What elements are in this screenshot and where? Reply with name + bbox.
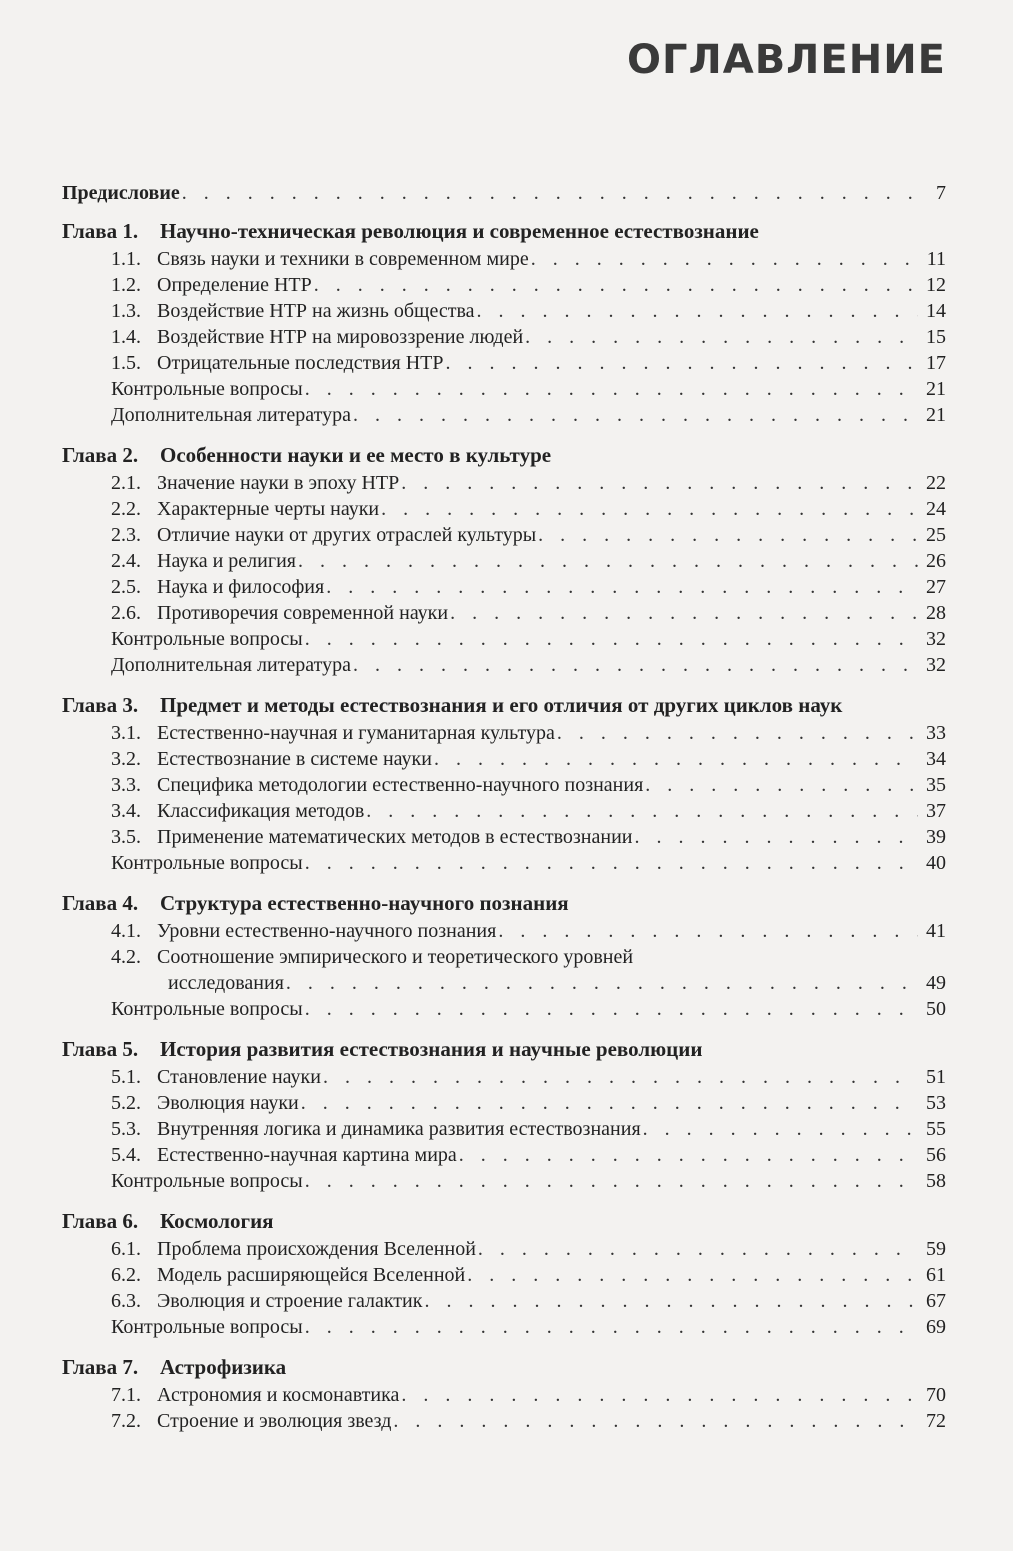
toc-chapter	[62, 1034, 946, 1194]
toc-entry-title: Применение математических методов в естествознании	[157, 826, 633, 848]
toc-page-number: 58	[926, 1170, 946, 1192]
toc-entry-row[interactable]	[62, 1408, 946, 1434]
toc-entry-row[interactable]	[62, 626, 946, 652]
chapter-title: Научно-техническая революция и современное естествознание	[160, 219, 759, 243]
toc-chapter-heading[interactable]	[62, 1352, 946, 1382]
toc-entry-row[interactable]	[62, 350, 946, 376]
toc-entry-title: Естествознание в системе науки	[157, 748, 432, 770]
toc-chapter-heading[interactable]	[62, 440, 946, 470]
toc-page-number: 12	[926, 274, 946, 296]
toc-entry-row[interactable]	[62, 1116, 946, 1142]
leader-dots	[498, 918, 918, 944]
toc-entry-row[interactable]	[62, 652, 946, 678]
leader-dots	[305, 626, 918, 652]
toc-entry-number: 2.1.	[111, 472, 141, 494]
toc-page-number: 50	[926, 998, 946, 1020]
chapter-list	[62, 216, 946, 1434]
leader-dots	[314, 272, 918, 298]
toc-entry-number: 2.6.	[111, 602, 141, 624]
toc-chapter	[62, 216, 946, 428]
toc-entry-title: Отличие науки от других отраслей культуры	[157, 524, 537, 546]
toc-entry-number: 4.1.	[111, 920, 141, 942]
toc-entry-number: 6.3.	[111, 1290, 141, 1312]
toc-entry-title: Дополнительная литература	[111, 654, 351, 676]
toc-entry-title: Контрольные вопросы	[111, 378, 303, 400]
toc-entry-title: Классификация методов	[157, 800, 365, 822]
toc-page-number: 32	[926, 628, 946, 650]
toc-chapter	[62, 440, 946, 678]
leader-dots	[401, 470, 918, 496]
toc-page-number: 21	[926, 378, 946, 400]
toc-entry-title: Отрицательные последствия НТР	[157, 352, 444, 374]
chapter-title: Структура естественно-научного познания	[160, 891, 569, 915]
toc-entry-row[interactable]	[62, 798, 946, 824]
toc-page-number: 69	[926, 1316, 946, 1338]
toc-entry-number: 2.4.	[111, 550, 141, 572]
toc-chapter-heading[interactable]	[62, 888, 946, 918]
toc-chapter-heading[interactable]	[62, 1206, 946, 1236]
toc-entry-number: 7.2.	[111, 1410, 141, 1432]
toc-preface-row[interactable]	[62, 180, 946, 206]
leader-dots	[478, 1236, 918, 1262]
leader-dots	[531, 246, 918, 272]
toc-page-number: 27	[926, 576, 946, 598]
toc-entry-row[interactable]	[62, 402, 946, 428]
toc-entry-title: Контрольные вопросы	[111, 998, 303, 1020]
toc-entry-row[interactable]	[62, 1262, 946, 1288]
toc-chapter-heading[interactable]	[62, 1034, 946, 1064]
toc-entry-title: Становление науки	[157, 1066, 321, 1088]
toc-entry-title: Уровни естественно-научного познания	[157, 920, 497, 942]
toc-page-number: 14	[926, 300, 946, 322]
toc-entry-row[interactable]	[62, 1288, 946, 1314]
toc-entry-row[interactable]	[62, 1382, 946, 1408]
leader-dots	[366, 798, 918, 824]
leader-dots	[305, 850, 918, 876]
toc-entry-number: 1.1.	[111, 248, 141, 270]
toc-entry-row[interactable]	[62, 850, 946, 876]
toc-entry-number: 3.3.	[111, 774, 141, 796]
toc-entry-number: 1.5.	[111, 352, 141, 374]
page-title: ОГЛАВЛЕНИЕ	[627, 37, 946, 83]
toc-entry-row[interactable]	[62, 496, 946, 522]
toc-entry-row[interactable]	[62, 470, 946, 496]
toc-entry-row[interactable]	[62, 918, 946, 944]
toc-entry-title: Астрономия и космонавтика	[157, 1384, 400, 1406]
leader-dots	[305, 376, 918, 402]
toc-entry-number: 1.2.	[111, 274, 141, 296]
toc-entry-row[interactable]	[62, 574, 946, 600]
toc-page-number: 25	[926, 524, 946, 546]
chapter-label: Глава 3.	[62, 693, 139, 717]
toc-entry-number: 3.5.	[111, 826, 141, 848]
toc-page-number: 32	[926, 654, 946, 676]
toc-page-number: 35	[926, 774, 946, 796]
toc-entry-row[interactable]	[62, 970, 946, 996]
chapter-label: Глава 2.	[62, 443, 139, 467]
toc-entry-title: Эволюция и строение галактик	[157, 1290, 423, 1312]
toc-entry-number: 7.1.	[111, 1384, 141, 1406]
toc-page-number: 7	[936, 182, 946, 204]
leader-dots	[353, 402, 918, 428]
leader-dots	[353, 652, 918, 678]
leader-dots	[446, 350, 918, 376]
leader-dots	[467, 1262, 918, 1288]
toc-entry-title: Воздействие НТР на мировоззрение людей	[157, 326, 524, 348]
toc-entry-title: Специфика методологии естественно-научного познания	[157, 774, 644, 796]
toc-chapter	[62, 1352, 946, 1434]
toc-entry-number: 2.5.	[111, 576, 141, 598]
toc-entry-row[interactable]	[62, 1168, 946, 1194]
toc-page-number: 11	[926, 248, 946, 270]
chapter-label: Глава 5.	[62, 1037, 139, 1061]
toc-entry-number: 5.2.	[111, 1092, 141, 1114]
toc-entry-title: Воздействие НТР на жизнь общества	[157, 300, 475, 322]
leader-dots	[305, 1168, 918, 1194]
toc-page-number: 53	[926, 1092, 946, 1114]
toc-entry-title: Естественно-научная и гуманитарная культура	[157, 722, 555, 744]
chapter-label: Глава 1.	[62, 219, 139, 243]
toc-entry-row[interactable]	[62, 1142, 946, 1168]
toc-page-number: 40	[926, 852, 946, 874]
toc-page-number: 56	[926, 1144, 946, 1166]
leader-dots	[401, 1382, 918, 1408]
toc-page-number: 28	[926, 602, 946, 624]
toc-entry-title: Естественно-научная картина мира	[157, 1144, 457, 1166]
toc-preface-label: Предисловие	[62, 182, 180, 204]
table-of-contents	[62, 180, 946, 1434]
toc-entry-row[interactable]	[62, 1090, 946, 1116]
toc-entry-title: Связь науки и техники в современном мире	[157, 248, 529, 270]
toc-chapter	[62, 690, 946, 876]
leader-dots	[459, 1142, 918, 1168]
toc-entry-number: 5.3.	[111, 1118, 141, 1140]
chapter-title: Космология	[160, 1209, 274, 1233]
toc-entry-number: 1.3.	[111, 300, 141, 322]
toc-page-number: 59	[926, 1238, 946, 1260]
leader-dots	[286, 970, 918, 996]
toc-entry-row[interactable]	[62, 944, 946, 970]
toc-entry-title: Контрольные вопросы	[111, 1170, 303, 1192]
toc-entry-row[interactable]	[62, 324, 946, 350]
toc-entry-number: 3.1.	[111, 722, 141, 744]
toc-entry-row[interactable]	[62, 548, 946, 574]
leader-dots	[557, 720, 918, 746]
toc-entry-row[interactable]	[62, 1314, 946, 1340]
toc-entry-row[interactable]	[62, 522, 946, 548]
toc-page-number: 33	[926, 722, 946, 744]
chapter-title: Предмет и методы естествознания и его отличия от других циклов наук	[160, 693, 843, 717]
toc-entry-title: Дополнительная литература	[111, 404, 351, 426]
toc-entry-row[interactable]	[62, 376, 946, 402]
toc-page-number: 39	[926, 826, 946, 848]
toc-chapter-heading[interactable]	[62, 216, 946, 246]
toc-entry-number: 2.3.	[111, 524, 141, 546]
toc-page-number: 22	[926, 472, 946, 494]
toc-entry-row[interactable]	[62, 824, 946, 850]
toc-entry-row[interactable]	[62, 298, 946, 324]
leader-dots	[393, 1408, 918, 1434]
toc-chapter	[62, 888, 946, 1022]
toc-entry-title: Эволюция науки	[157, 1092, 299, 1114]
toc-entry-number: 3.2.	[111, 748, 141, 770]
toc-entry-title: Наука и религия	[157, 550, 296, 572]
leader-dots	[305, 996, 918, 1022]
toc-page-number: 49	[926, 972, 946, 994]
toc-entry-row[interactable]	[62, 600, 946, 626]
toc-page-number: 67	[926, 1290, 946, 1312]
toc-entry-number: 6.1.	[111, 1238, 141, 1260]
toc-entry-title: Значение науки в эпоху НТР	[157, 472, 400, 494]
toc-entry-title: Контрольные вопросы	[111, 628, 303, 650]
toc-page-number: 51	[926, 1066, 946, 1088]
toc-entry-row[interactable]	[62, 772, 946, 798]
toc-entry-row[interactable]	[62, 1236, 946, 1262]
toc-page-number: 17	[926, 352, 946, 374]
toc-page-number: 15	[926, 326, 946, 348]
toc-entry-number: 1.4.	[111, 326, 141, 348]
leader-dots	[424, 1288, 918, 1314]
toc-page-number: 24	[926, 498, 946, 520]
chapter-label: Глава 6.	[62, 1209, 139, 1233]
leader-dots	[182, 180, 918, 206]
toc-entry-row[interactable]	[62, 746, 946, 772]
toc-page-number: 34	[926, 748, 946, 770]
toc-chapter-heading[interactable]	[62, 690, 946, 720]
leader-dots	[298, 548, 918, 574]
toc-entry-number: 6.2.	[111, 1264, 141, 1286]
toc-page-number: 72	[926, 1410, 946, 1432]
toc-entry-row[interactable]	[62, 1064, 946, 1090]
chapter-title: Особенности науки и ее место в культуре	[160, 443, 552, 467]
toc-entry-title: Характерные черты науки	[157, 498, 380, 520]
toc-entry-number: 2.2.	[111, 498, 141, 520]
leader-dots	[381, 496, 918, 522]
toc-entry-title: Модель расширяющейся Вселенной	[157, 1264, 466, 1286]
toc-entry-title: Внутренняя логика и динамика развития естествознания	[157, 1118, 641, 1140]
leader-dots	[477, 298, 918, 324]
toc-entry-title: Противоречия современной науки	[157, 602, 449, 624]
toc-page-number: 41	[926, 920, 946, 942]
leader-dots	[645, 772, 918, 798]
leader-dots	[326, 574, 918, 600]
toc-entry-number: 5.4.	[111, 1144, 141, 1166]
toc-page-number: 55	[926, 1118, 946, 1140]
chapter-label: Глава 7.	[62, 1355, 139, 1379]
toc-entry-number: 5.1.	[111, 1066, 141, 1088]
chapter-title: История развития естествознания и научные революции	[160, 1037, 703, 1061]
toc-entry-title: Контрольные вопросы	[111, 1316, 303, 1338]
toc-entry-number: 3.4.	[111, 800, 141, 822]
leader-dots	[301, 1090, 918, 1116]
chapter-label: Глава 4.	[62, 891, 139, 915]
toc-entry-row[interactable]	[62, 272, 946, 298]
leader-dots	[634, 824, 918, 850]
leader-dots	[450, 600, 918, 626]
toc-entry-title: Определение НТР	[157, 274, 312, 296]
toc-page	[62, 32, 946, 1434]
toc-page-number: 61	[926, 1264, 946, 1286]
toc-entry-title: Соотношение эмпирического и теоретического уровней	[157, 946, 634, 968]
leader-dots	[525, 324, 918, 350]
leader-dots	[643, 1116, 918, 1142]
toc-chapter	[62, 1206, 946, 1340]
toc-page-number: 70	[926, 1384, 946, 1406]
toc-page-number: 37	[926, 800, 946, 822]
toc-page-number: 26	[926, 550, 946, 572]
leader-dots	[323, 1064, 918, 1090]
leader-dots	[434, 746, 918, 772]
leader-dots	[538, 522, 918, 548]
toc-page-number: 21	[926, 404, 946, 426]
toc-entry-title: Строение и эволюция звезд	[157, 1410, 392, 1432]
leader-dots	[305, 1314, 918, 1340]
toc-entry-title: Проблема происхождения Вселенной	[157, 1238, 476, 1260]
toc-entry-row[interactable]	[62, 996, 946, 1022]
toc-entry-title: Наука и философия	[157, 576, 325, 598]
toc-entry-row[interactable]	[62, 246, 946, 272]
toc-entry-number: 4.2.	[111, 946, 141, 968]
chapter-title: Астрофизика	[160, 1355, 287, 1379]
toc-entry-title: исследования	[168, 972, 284, 994]
toc-entry-title: Контрольные вопросы	[111, 852, 303, 874]
toc-entry-row[interactable]	[62, 720, 946, 746]
